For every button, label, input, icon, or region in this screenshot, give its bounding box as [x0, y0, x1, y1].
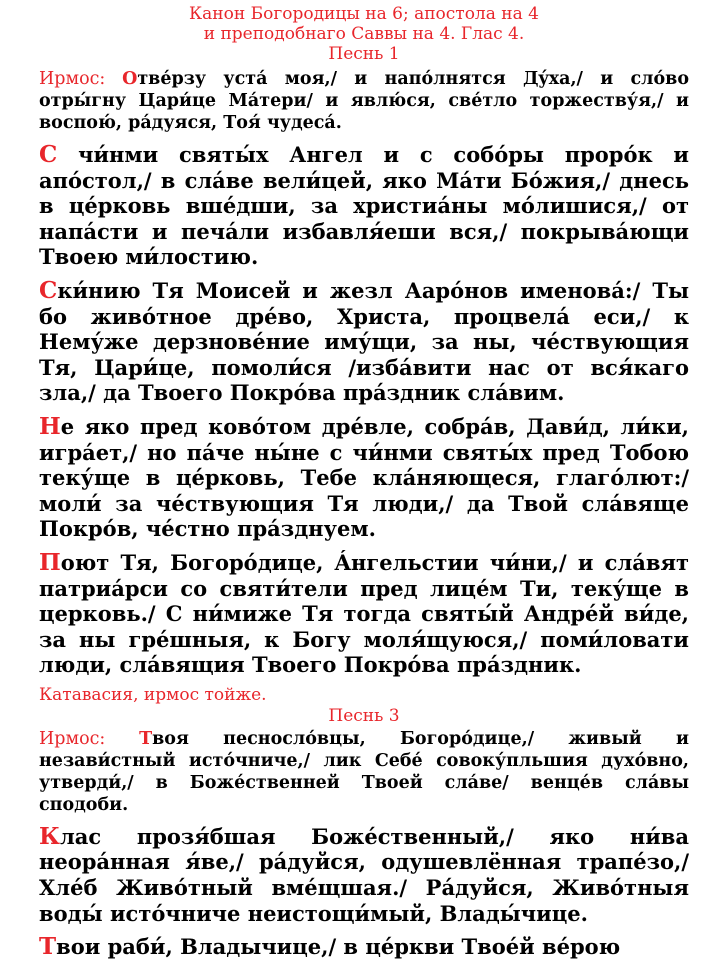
irmos-label: Ирмос:: [39, 728, 140, 749]
song-1-title: Песнь 1: [328, 44, 400, 64]
troparion-4: [39, 550, 689, 678]
drop-cap: О: [122, 69, 138, 89]
canon-header: [39, 4, 689, 64]
troparion-5: [39, 824, 689, 926]
drop-cap: П: [39, 548, 61, 576]
troparion-text: вои раби́, Владычице,/ в цéркви Твоéй вéрою: [56, 934, 621, 960]
drop-cap: К: [39, 822, 60, 850]
drop-cap: Н: [39, 412, 61, 440]
katavasia-rubric: Катавасия, ирмос тойже.: [39, 684, 267, 705]
troparion-6: [39, 934, 689, 960]
song-3-title: Песнь 3: [328, 705, 400, 726]
troparion-1: [39, 142, 689, 270]
song-3-irmos: [39, 728, 689, 816]
troparion-text: е яко пред ковóтом дрéвле, собрáв, Дави́д, ли́ки, игрáет,/ но пáче ны́не с чи́нми святы́х пред Тобою теку́ще в цéрковь, Тебе клáняющеся, глагóлют:/ моли́ за чéствующия Тя люди,/ да Твой слáвяще Покрóв, чéстно прáзднуем.: [39, 413, 689, 542]
drop-cap: Т: [39, 933, 57, 961]
troparion-3: [39, 414, 689, 542]
troparion-text: лас прозя́бшая Божéственный,/ яко ни́ва неорáнная я́ве,/ рáдуйся, одушевлённая трапéзо,/ Хлéб Живóтный вмéщшая./ Рáдуйся, Живóтныя воды́ истóчниче неистощи́мый, Влады́чице.: [39, 823, 689, 926]
drop-cap: С: [39, 276, 58, 304]
troparion-text: оют Тя, Богорóдице, Áнгельстии чи́ни,/ и слáвят патриáрси со святи́тели пред лицéм Ти, теку́ще в церковь./ С ни́миже Тя тогда святы́й Андрéй ви́де, за ны грéшныя, к Богу моля́щуюся,/ поми́ловати люди, слáвящия Твоего Покрóва прáздник.: [39, 549, 689, 678]
irmos-text: воя песнослóвцы, Богорóдице,/ живый и незави́стный истóчниче,/ лик Себé совоку́пльшия духóвно, утверди́,/ в Божéственней Твоей слáве/ венцéв слáвы сподоби.: [39, 728, 689, 815]
song-1-irmos: [39, 68, 689, 134]
liturgical-page: [39, 4, 689, 960]
troparion-2: [39, 278, 689, 406]
irmos-text: твéрзу устá моя,/ и напóлнятся Дýха,/ и слóво отры́гну Цари́це Мáтери/ и явлю́ся, свéтло торжеству́я,/ и воспою́, рáдуяся, Тоя́ чудесá.: [39, 69, 690, 133]
drop-cap: С: [39, 141, 58, 168]
drop-cap: Т: [139, 728, 153, 749]
troparion-text: ки́нию Тя Моисей и жезл Аарóнов именовá:/ Ты бо живóтное дрéво, Христа, процвелá еси,/ к Нему́же дерзновéние иму́щи, за ны, чéствующия Тя, Цари́це, помоли́ся /избáвити нас от вся́каго зла,/ да Твоего Покрóва прáздник слáвим.: [39, 277, 689, 406]
canon-header-line-1: Канон Богородицы на 6; апостола на 4: [189, 4, 539, 24]
canon-header-line-2: и преподобнаго Саввы на 4. Глас 4.: [203, 24, 525, 44]
troparion-text: чи́нми святы́х Ангел и с собóры прорóк и апóстол,/ в слáве вели́цей, яко Мáти Бóжия,/ днесь в цéрковь вшéдши, за христиáны мóлишися,/ от напáсти и печáли избавля́еши вся,/ покрывáющи Твоею ми́лостию.: [39, 142, 689, 270]
irmos-label: Ирмос:: [39, 69, 123, 89]
